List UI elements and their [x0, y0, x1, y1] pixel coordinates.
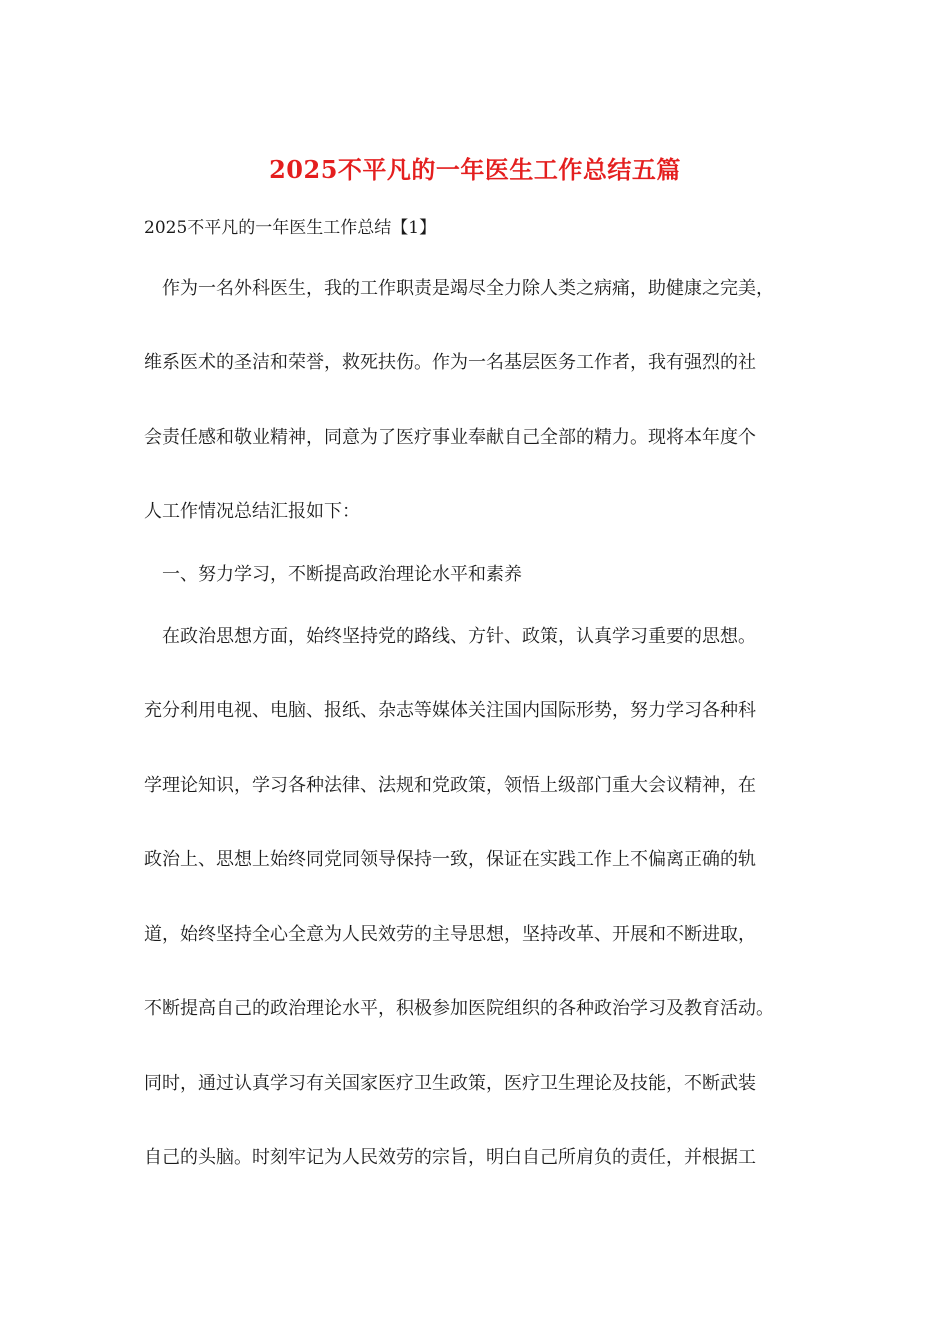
document-title: 2025不平凡的一年医生工作总结五篇 [269, 155, 681, 184]
paragraph-line: 同时，通过认真学习有关国家医疗卫生政策，医疗卫生理论及技能，不断武装 [144, 1073, 756, 1094]
paragraph-line: 道，始终坚持全心全意为人民效劳的主导思想，坚持改革、开展和不断进取， [144, 924, 756, 945]
section-heading: 2025不平凡的一年医生工作总结【1】 [144, 218, 437, 238]
paragraph-line: 在政治思想方面，始终坚持党的路线、方针、政策，认真学习重要的思想。 [162, 626, 756, 647]
section-subheading: 一、努力学习，不断提高政治理论水平和素养 [162, 564, 522, 585]
paragraph-line: 自己的头脑。时刻牢记为人民效劳的宗旨，明白自己所肩负的责任，并根据工 [144, 1147, 756, 1168]
paragraph-line: 作为一名外科医生，我的工作职责是竭尽全力除人类之病痛，助健康之完美， [162, 278, 774, 299]
paragraph-line: 不断提高自己的政治理论水平，积极参加医院组织的各种政治学习及教育活动。 [144, 998, 774, 1019]
paragraph-line: 政治上、思想上始终同党同领导保持一致，保证在实践工作上不偏离正确的轨 [144, 849, 756, 870]
paragraph-line: 学理论知识，学习各种法律、法规和党政策，领悟上级部门重大会议精神，在 [144, 775, 756, 796]
paragraph-line: 人工作情况总结汇报如下： [144, 501, 360, 522]
paragraph-line: 维系医术的圣洁和荣誉，救死扶伤。作为一名基层医务工作者，我有强烈的社 [144, 352, 756, 373]
paragraph-line: 充分利用电视、电脑、报纸、杂志等媒体关注国内国际形势，努力学习各种科 [144, 700, 756, 721]
paragraph-line: 会责任感和敬业精神，同意为了医疗事业奉献自己全部的精力。现将本年度个 [144, 427, 756, 448]
